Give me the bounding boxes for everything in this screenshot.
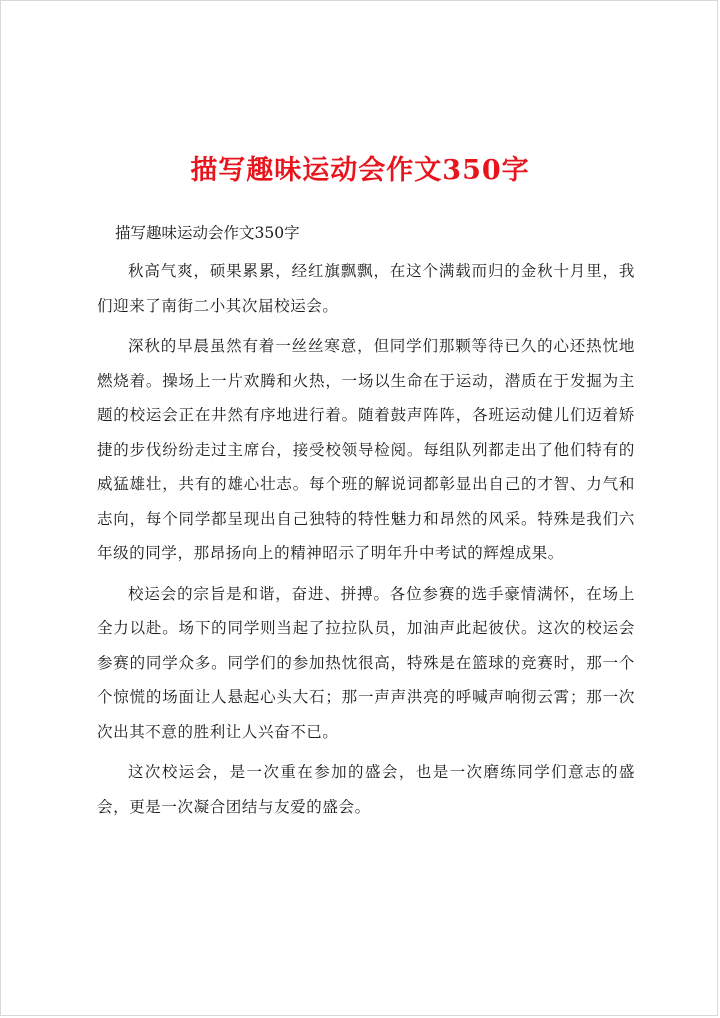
paragraph-1: 秋高气爽，硕果累累，经红旗飘飘，在这个满载而归的金秋十月里，我们迎来了南街二小其次届校运会。 (97, 262, 635, 315)
document-title: 描写趣味运动会作文350字 (190, 155, 530, 186)
paragraph-4: 这次校运会，是一次重在参加的盛会，也是一次磨练同学们意志的盛会，更是一次凝合团结与友爱的盛会。 (97, 763, 635, 816)
document-subtitle: 描写趣味运动会作文350字 (115, 224, 300, 242)
paragraph-2: 深秋的早晨虽然有着一丝丝寒意，但同学们那颗等待已久的心还热忱地燃烧着。操场上一片欢腾和火热，一场以生命在于运动，潜质在于发掘为主题的校运会正在井然有序地进行着。随着鼓声阵阵，各班运动健儿们迈着矫捷的步伐纷纷走过主席台，接受校领导检阅。每组队列都走出了他们特有的威猛雄壮，共有的雄心壮志。每个班的解说词都彰显出自己的才智、力气和志向，每个同学都呈现出自己独特的特性魅力和昂然的风采。特殊是我们六年级的同学，那昂扬向上的精神昭示了明年升中考试的辉煌成果。 (97, 337, 635, 562)
document-body (97, 216, 635, 824)
paragraph-3: 校运会的宗旨是和谐，奋进、拼搏。各位参赛的选手豪情满怀，在场上全力以赴。场下的同学则当起了拉拉队员，加油声此起彼伏。这次的校运会参赛的同学众多。同学们的参加热忱很高，特殊是在篮球的竞赛时，那一个个惊慌的场面让人悬起心头大石；那一声声洪亮的呼喊声响彻云霄；那一次次出其不意的胜利让人兴奋不已。 (97, 584, 635, 741)
